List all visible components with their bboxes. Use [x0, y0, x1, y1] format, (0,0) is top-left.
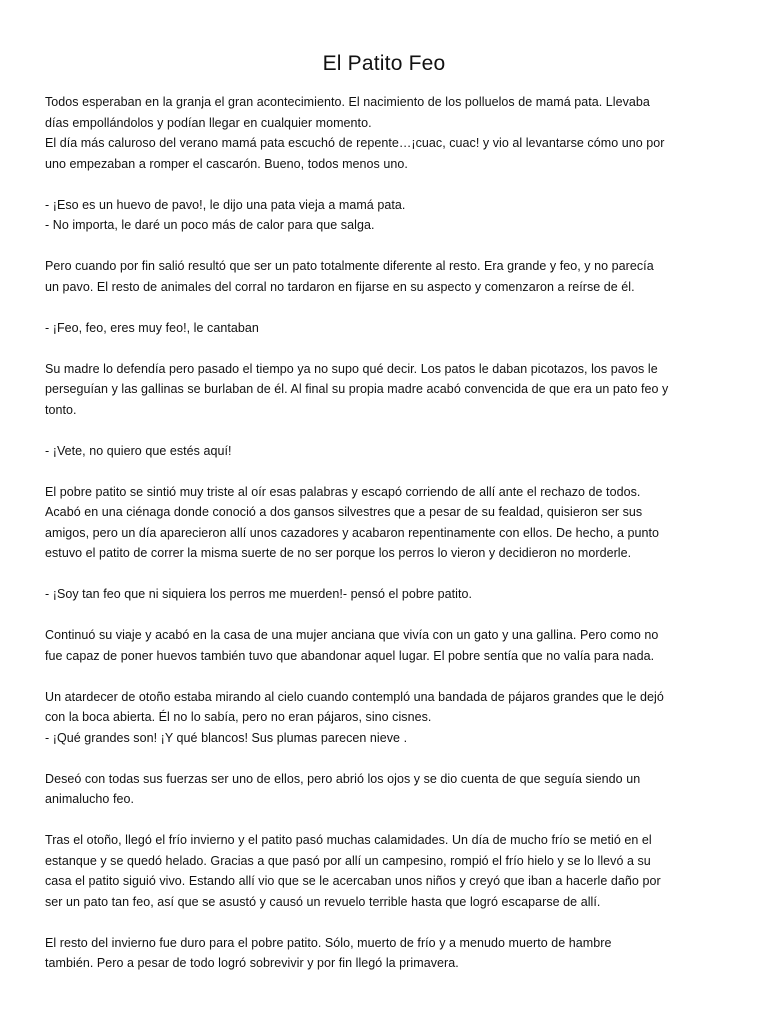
text-line: también. Pero a pesar de todo logró sobrevivir y por fin llegó la primavera. [45, 956, 459, 970]
text-line: días empollándolos y podían llegar en cualquier momento. [45, 115, 372, 130]
text-line: El pobre patito se sintió muy triste al oír esas palabras y escapó corriendo de allí ante el rechazo de todos. [45, 484, 641, 499]
paragraph [45, 256, 735, 297]
text-line: ser un pato tan feo, así que se asustó y causó un revuelo terrible hasta que logró escaparse de allí. [45, 894, 601, 909]
text-line: - No importa, le daré un poco más de calor para que salga. [45, 218, 375, 232]
text-line: estuvo el patito de correr la misma suerte de no ser porque los perros lo vieron y decidieron no morderle. [45, 546, 632, 560]
text-line: Tras el otoño, llegó el frío invierno y el patito pasó muchas calamidades. Un día de mucho frío se metió en el [45, 833, 652, 847]
text-line: animalucho feo. [45, 792, 135, 806]
paragraph [45, 441, 735, 462]
text-line: - ¡Qué grandes son! ¡Y qué blancos! Sus plumas parecen nieve . [45, 730, 408, 745]
text-line: Deseó con todas sus fuerzas ser uno de ellos, pero abrió los ojos y se dio cuenta de que seguía siendo un [45, 771, 641, 786]
text-line: fue capaz de poner huevos también tuvo que abandonar aquel lugar. El pobre sentía que no valía para nada. [45, 648, 655, 663]
text-line: - ¡Soy tan feo que ni siquiera los perros me muerden!- pensó el pobre patito. [45, 587, 472, 601]
text-line: - ¡Vete, no quiero que estés aquí! [45, 443, 232, 458]
text-line: amigos, pero un día aparecieron allí unos cazadores y acabaron repentinamente con ellos. De hecho, a punto [45, 525, 660, 540]
paragraph [45, 584, 735, 605]
text-line: El resto del invierno fue duro para el pobre patito. Sólo, muerto de frío y a menudo muerto de hambre [45, 935, 612, 950]
text-line: Su madre lo defendía pero pasado el tiempo ya no supo qué decir. Los patos le daban picotazos, los pavos le [45, 361, 658, 376]
text-line: Todos esperaban en la granja el gran acontecimiento. El nacimiento de los polluelos de mamá pata. Llevaba [45, 95, 650, 109]
story-body [45, 92, 735, 994]
paragraph [45, 359, 735, 421]
paragraph [45, 625, 735, 666]
paragraph [45, 830, 735, 912]
text-line: - ¡Eso es un huevo de pavo!, le dijo una pata vieja a mamá pata. [45, 197, 406, 212]
text-line: - ¡Feo, feo, eres muy feo!, le cantaban [45, 320, 259, 335]
text-line: con la boca abierta. Él no lo sabía, pero no eran pájaros, sino cisnes. [45, 710, 432, 724]
text-line: Pero cuando por fin salió resultó que ser un pato totalmente diferente al resto. Era grande y feo, y no parecía [45, 259, 654, 273]
text-line: tonto. [45, 402, 77, 417]
text-line: Un atardecer de otoño estaba mirando al cielo cuando contempló una bandada de pájaros grandes que le dejó [45, 689, 664, 704]
text-line: uno empezaban a romper el cascarón. Bueno, todos menos uno. [45, 156, 408, 171]
text-line: estanque y se quedó helado. Gracias a que pasó por allí un campesino, rompió el frío hielo y se lo llevó a su [45, 853, 651, 868]
text-line: El día más caluroso del verano mamá pata escuchó de repente…¡cuac, cuac! y vio al levantarse cómo uno por [45, 136, 665, 150]
paragraph [45, 195, 735, 236]
text-line: casa el patito siguió vivo. Estando allí vio que se le acercaban unos niños y creyó que iban a hacerle daño por [45, 874, 661, 888]
paragraph [45, 482, 735, 564]
text-line: perseguían y las gallinas se burlaban de él. Al final su propia madre acabó convencida de que era un pato feo y [45, 382, 669, 396]
paragraph [45, 92, 735, 174]
page-title: El Patito Feo [322, 52, 446, 75]
paragraph [45, 933, 735, 974]
paragraph [45, 318, 735, 339]
text-line: Acabó en una ciénaga donde conoció a dos gansos silvestres que a pesar de su fealdad, quisieron ser sus [45, 505, 643, 519]
paragraph [45, 687, 735, 749]
text-line: un pavo. El resto de animales del corral no tardaron en fijarse en su aspecto y comenzaron a reírse de él. [45, 279, 635, 294]
text-line: Continuó su viaje y acabó en la casa de una mujer anciana que vivía con un gato y una gallina. Pero como no [45, 628, 659, 642]
paragraph [45, 769, 735, 810]
